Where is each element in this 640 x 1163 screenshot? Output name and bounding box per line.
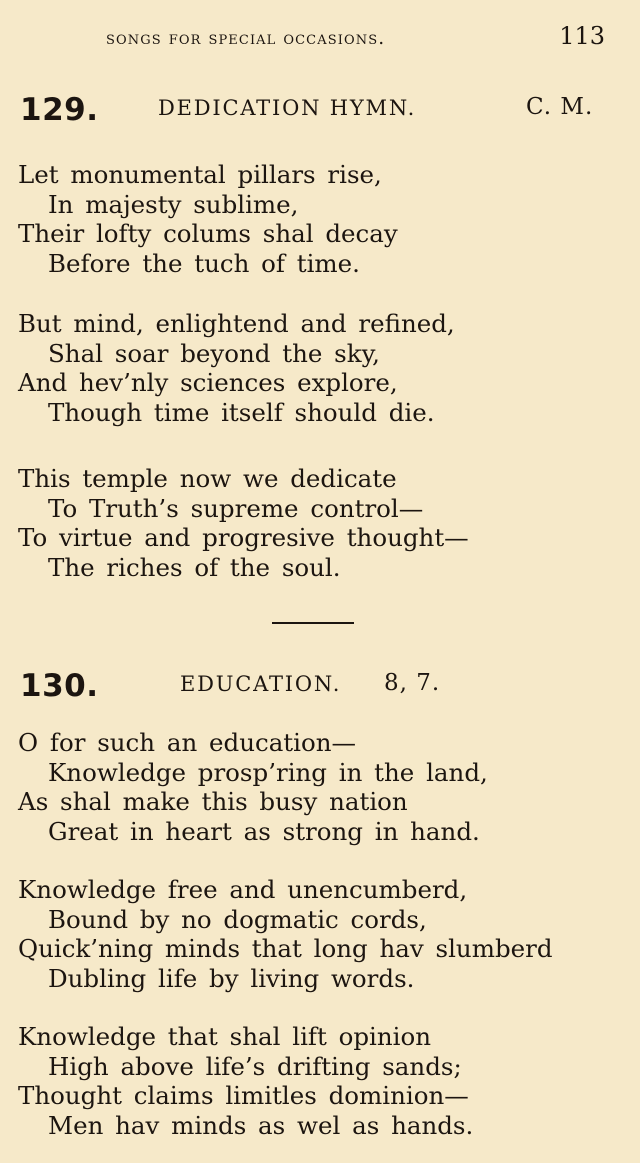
hymn-title: EDUCATION.: [180, 672, 342, 696]
verse-line: Quick’ning minds that long hav slumberd: [18, 934, 553, 963]
verse-line: Before the tuch of time.: [48, 248, 360, 278]
hymn-number: 130.: [20, 668, 99, 704]
verse-line: As shal make this busy nation: [18, 787, 408, 816]
verse-line: Men hav minds as wel as hands.: [48, 1110, 474, 1140]
verse-line: To Truth’s supreme control—: [48, 493, 424, 523]
verse-line: In majesty sublime,: [48, 189, 299, 219]
hymn-number: 129.: [20, 92, 99, 128]
verse-line: Shal soar beyond the sky,: [48, 338, 380, 368]
hymn-meter: C. M.: [526, 94, 594, 120]
verse-line: To virtue and progresive thought—: [18, 523, 469, 552]
page-number: 113: [559, 22, 605, 50]
verse-line: Knowledge that shal lift opinion: [18, 1022, 432, 1051]
hymn-title: DEDICATION HYMN.: [158, 96, 417, 120]
verse-line: O for such an education—: [18, 728, 357, 757]
stanza-130-1: [18, 728, 618, 846]
verse-line: And hev’nly sciences explore,: [18, 368, 398, 397]
verse-line: This temple now we dedicate: [18, 464, 397, 493]
stanza-129-2: [18, 309, 618, 427]
verse-line: Knowledge prosp’ring in the land,: [48, 757, 488, 787]
hymn-heading-130: [0, 666, 640, 706]
verse-line: Dubling life by living words.: [48, 963, 415, 993]
verse-line: Great in heart as strong in hand.: [48, 816, 480, 846]
verse-line: Knowledge free and unencumberd,: [18, 875, 468, 904]
stanza-130-2: [18, 875, 618, 993]
verse-line: The riches of the soul.: [48, 552, 341, 582]
stanza-129-3: [18, 464, 618, 582]
stanza-130-3: [18, 1022, 618, 1140]
hymn-meter: 8, 7.: [384, 670, 441, 696]
stanza-129-1: [18, 160, 618, 278]
verse-line: High above life’s drifting sands;: [48, 1051, 462, 1081]
section-divider: [272, 622, 354, 624]
verse-line: Thought claims limitles dominion—: [18, 1081, 469, 1110]
verse-line: Bound by no dogmatic cords,: [48, 904, 427, 934]
verse-line: Their lofty colums shal decay: [18, 219, 398, 248]
verse-line: But mind, enlightend and refined,: [18, 309, 455, 338]
verse-line: Let monumental pillars rise,: [18, 160, 382, 189]
running-header: [0, 22, 640, 52]
hymn-heading-129: [0, 90, 640, 130]
verse-line: Though time itself should die.: [48, 397, 435, 427]
running-title: songs for special occasions.: [106, 28, 386, 49]
